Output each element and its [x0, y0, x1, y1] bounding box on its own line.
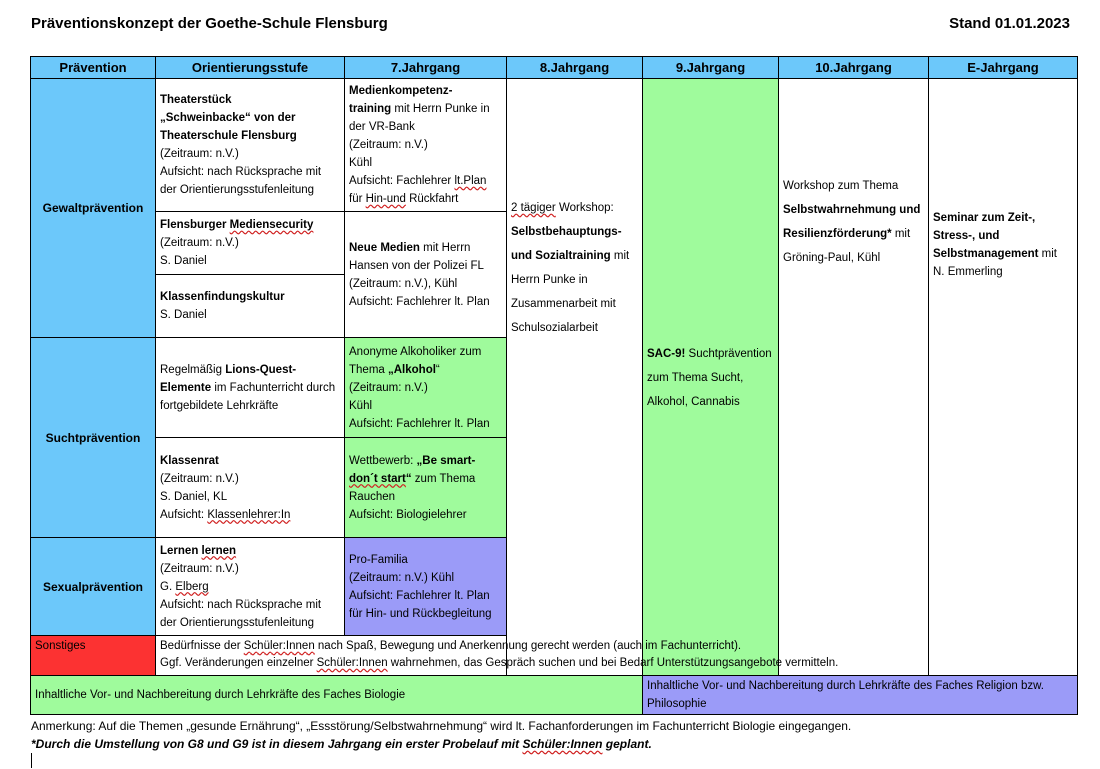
cell-klassenfindungskultur: Klassenfindungskultur S. Daniel [156, 275, 345, 338]
cell-workshop-8-jahrgang: 2 tägiger Workshop: Selbstbehauptungs- und Sozialtraining mit Herrn Punke in Zusammenarbeit mit Schulsozialarbeit [507, 79, 643, 676]
cell-lions-quest: Regelmäßig Lions-Quest- Elemente im Fachunterricht durch fortgebildete Lehrkräfte [156, 338, 345, 438]
note-probelauf: *Durch die Umstellung von G8 und G9 ist in diesem Jahrgang ein erster Probelauf mit Schüler:Innen geplant. [31, 737, 652, 751]
cell-seminar-e-jahrgang: Seminar zum Zeit-, Stress-, und Selbstmanagement mit N. Emmerling [929, 79, 1078, 676]
row-header-sexualpraevention: Sexualprävention [31, 538, 156, 636]
cell-lernen-lernen: Lernen lernen (Zeitraum: n.V.) G. Elberg Aufsicht: nach Rücksprache mit der Orientierungsstufenleitung [156, 538, 345, 636]
cell-wettbewerb-be-smart: Wettbewerb: „Be smart- don´t start“ zum Thema Rauchen Aufsicht: Biologielehrer [345, 438, 507, 538]
col-header-10-jahrgang: 10.Jahrgang [779, 57, 929, 79]
cell-neue-medien: Neue Medien mit Herrn Hansen von der Polizei FL (Zeitraum: n.V.), Kühl Aufsicht: Fachlehrer lt. Plan [345, 212, 507, 338]
table-header-row [31, 57, 1078, 79]
cell-theaterstueck: Theaterstück „Schweinbacke“ von der Theaterschule Flensburg (Zeitraum: n.V.) Aufsicht: nach Rücksprache mit der Orientierungsstufenleitung [156, 79, 345, 212]
col-header-praevention: Prävention [31, 57, 156, 79]
cell-workshop-10-jahrgang: Workshop zum Thema Selbstwahrnehmung und Resilienzförderung* mit Gröning-Paul, Kühl [779, 79, 929, 676]
date-stand: Stand 01.01.2023 [949, 15, 1070, 32]
row-header-sonstiges: Sonstiges [31, 636, 156, 676]
prevention-table [30, 56, 1078, 715]
col-header-9-jahrgang: 9.Jahrgang [643, 57, 779, 79]
cell-pro-familia: Pro-Familia (Zeitraum: n.V.) Kühl Aufsicht: Fachlehrer lt. Plan für Hin- und Rückbegleitung [345, 538, 507, 636]
cell-anonyme-alkoholiker: Anonyme Alkoholiker zum Thema „Alkohol“ (Zeitraum: n.V.) Kühl Aufsicht: Fachlehrer lt. Plan [345, 338, 507, 438]
bar-religion-philosophie: Inhaltliche Vor- und Nachbereitung durch Lehrkräfte des Faches Religion bzw. Philosophie [643, 676, 1078, 715]
cell-sonstiges-text: Bedürfnisse der Schüler:Innen nach Spaß, Bewegung und Anerkennung gerecht werden (auch im Fachunterricht). Ggf. Veränderungen einzelner Schüler:Innen wahrnehmen, das Gespräch suchen und bei Bedarf Unterstützungsangebote vermitteln. [156, 636, 1078, 676]
page-title: Präventionskonzept der Goethe-Schule Flensburg [31, 15, 388, 32]
bar-biologie: Inhaltliche Vor- und Nachbereitung durch Lehrkräfte des Faches Biologie [31, 676, 643, 715]
cell-mediensecurity: Flensburger Mediensecurity (Zeitraum: n.V.) S. Daniel [156, 212, 345, 275]
row-header-gewaltpraevention: Gewaltprävention [31, 79, 156, 338]
col-header-e-jahrgang: E-Jahrgang [929, 57, 1078, 79]
col-header-8-jahrgang: 8.Jahrgang [507, 57, 643, 79]
cell-klassenrat: Klassenrat (Zeitraum: n.V.) S. Daniel, KL Aufsicht: Klassenlehrer:In [156, 438, 345, 538]
col-header-7-jahrgang: 7.Jahrgang [345, 57, 507, 79]
note-anmerkung: Anmerkung: Auf die Themen „gesunde Ernährung“, „Essstörung/Selbstwahrnehmung“ wird lt. Fachanforderungen im Fachunterricht Biologie eingegangen. [31, 719, 852, 733]
row-header-suchtpraevention: Suchtprävention [31, 338, 156, 538]
text-cursor [31, 753, 32, 768]
cell-sac9: SAC-9! Suchtprävention zum Thema Sucht, Alkohol, Cannabis [643, 79, 779, 676]
cell-medienkompetenztraining: Medienkompetenz- training mit Herrn Punke in der VR-Bank (Zeitraum: n.V.) Kühl Aufsicht: Fachlehrer lt.Plan für Hin-und Rückfahrt [345, 79, 507, 212]
col-header-orientierungsstufe: Orientierungsstufe [156, 57, 345, 79]
